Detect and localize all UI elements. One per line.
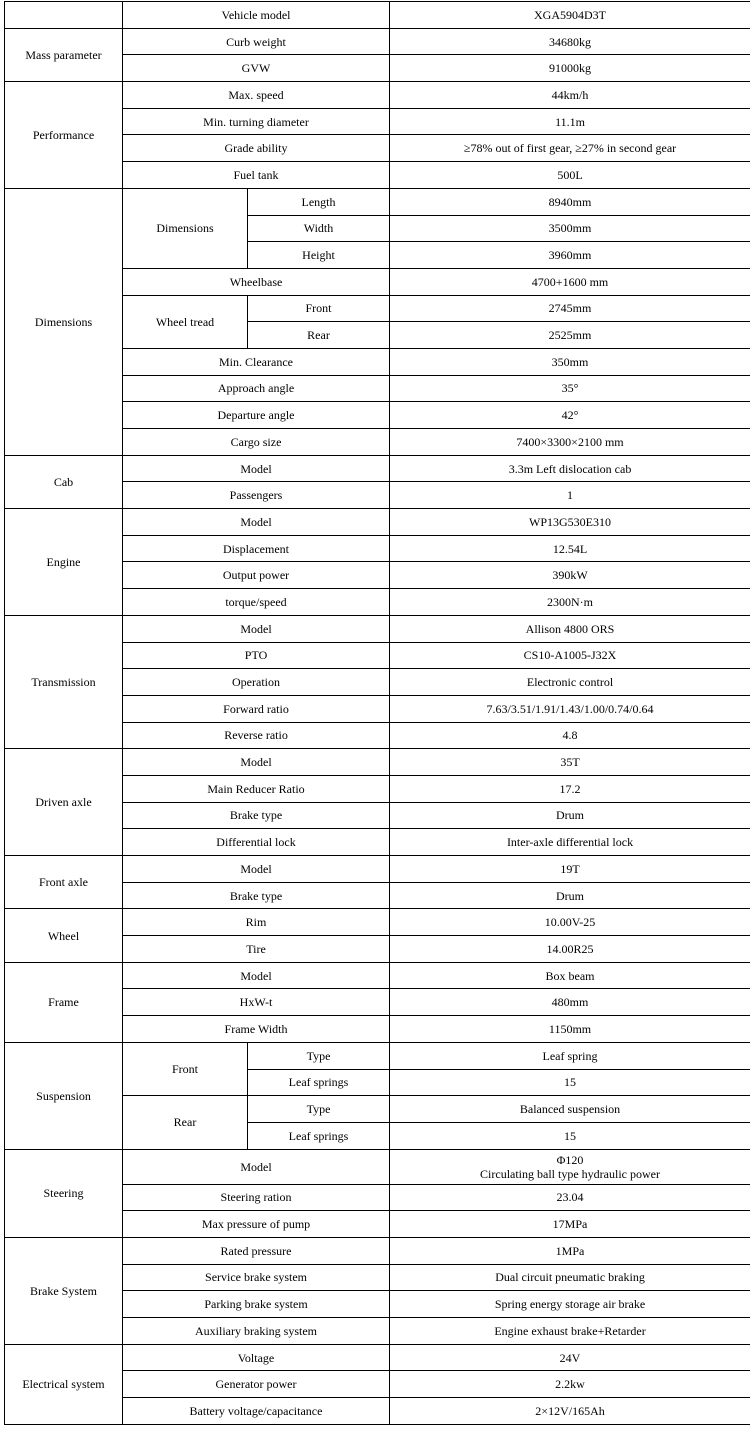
table-cell: Model xyxy=(123,455,390,482)
table-cell: Type xyxy=(248,1042,390,1069)
table-row xyxy=(5,1344,750,1371)
table-cell: Wheelbase xyxy=(123,268,390,295)
table-row xyxy=(5,509,750,536)
table-cell: 24V xyxy=(390,1344,750,1371)
table-cell: Forward ratio xyxy=(123,695,390,722)
table-cell: Cab xyxy=(5,455,123,508)
table-cell: Cargo size xyxy=(123,429,390,456)
table-cell: Tire xyxy=(123,936,390,963)
table-cell: 34680kg xyxy=(390,28,750,55)
table-cell: 23.04 xyxy=(390,1184,750,1211)
table-cell: Displacement xyxy=(123,535,390,562)
table-row xyxy=(5,962,750,989)
table-cell: 1150mm xyxy=(390,1016,750,1043)
table-cell: Passengers xyxy=(123,482,390,509)
table-cell: Min. Clearance xyxy=(123,348,390,375)
table-cell: 12.54L xyxy=(390,535,750,562)
table-cell: 44km/h xyxy=(390,82,750,109)
table-cell: 14.00R25 xyxy=(390,936,750,963)
table-cell xyxy=(5,2,123,29)
table-cell: 3500mm xyxy=(390,215,750,242)
table-cell: Model xyxy=(123,856,390,883)
table-cell: 7400×3300×2100 mm xyxy=(390,429,750,456)
table-cell: Max. speed xyxy=(123,82,390,109)
table-row xyxy=(5,2,750,29)
table-cell: 35T xyxy=(390,749,750,776)
table-row xyxy=(5,615,750,642)
table-cell: Generator power xyxy=(123,1371,390,1398)
table-cell: Drum xyxy=(390,882,750,909)
table-cell: 2745mm xyxy=(390,295,750,322)
table-cell: Width xyxy=(248,215,390,242)
table-cell: Min. turning diameter xyxy=(123,108,390,135)
table-cell: 350mm xyxy=(390,348,750,375)
table-cell: Height xyxy=(248,242,390,269)
table-row xyxy=(5,749,750,776)
table-cell: 8940mm xyxy=(390,188,750,215)
table-cell: 91000kg xyxy=(390,55,750,82)
table-cell: Model xyxy=(123,1149,390,1184)
table-cell: Electronic control xyxy=(390,669,750,696)
table-cell: Suspension xyxy=(5,1042,123,1149)
table-cell: Model xyxy=(123,509,390,536)
table-cell: 3960mm xyxy=(390,242,750,269)
table-cell: Allison 4800 ORS xyxy=(390,615,750,642)
table-cell: 35° xyxy=(390,375,750,402)
table-cell: 500L xyxy=(390,162,750,189)
table-row xyxy=(5,909,750,936)
table-cell: Differential lock xyxy=(123,829,390,856)
table-cell: 19T xyxy=(390,856,750,883)
table-cell: WP13G530E310 xyxy=(390,509,750,536)
table-cell: XGA5904D3T xyxy=(390,2,750,29)
table-cell: Box beam xyxy=(390,962,750,989)
table-cell: Model xyxy=(123,749,390,776)
table-cell: 390kW xyxy=(390,562,750,589)
table-cell: Service brake system xyxy=(123,1264,390,1291)
table-row xyxy=(5,1237,750,1264)
table-row xyxy=(5,28,750,55)
table-cell: Frame xyxy=(5,962,123,1042)
table-cell xyxy=(390,1149,750,1184)
table-cell: Steering xyxy=(5,1149,123,1237)
table-cell: 42° xyxy=(390,402,750,429)
table-cell: 2525mm xyxy=(390,322,750,349)
table-row xyxy=(5,856,750,883)
table-cell: ≥78% out of first gear, ≥27% in second gear xyxy=(390,135,750,162)
table-cell: Parking brake system xyxy=(123,1291,390,1318)
table-cell: Steering ration xyxy=(123,1184,390,1211)
table-cell: 7.63/3.51/1.91/1.43/1.00/0.74/0.64 xyxy=(390,695,750,722)
table-cell: Balanced suspension xyxy=(390,1096,750,1123)
table-cell: Performance xyxy=(5,82,123,189)
table-cell: 15 xyxy=(390,1122,750,1149)
table-cell: Dimensions xyxy=(5,188,123,455)
table-cell: Brake System xyxy=(5,1237,123,1344)
specification-table-body xyxy=(5,2,750,1425)
table-cell: Rear xyxy=(123,1096,248,1149)
table-cell: Wheel tread xyxy=(123,295,248,348)
table-cell: 2300N·m xyxy=(390,589,750,616)
table-row xyxy=(5,82,750,109)
table-cell: Mass parameter xyxy=(5,28,123,81)
table-cell: Length xyxy=(248,188,390,215)
table-cell: Wheel xyxy=(5,909,123,962)
table-cell: Drum xyxy=(390,802,750,829)
table-cell: Max pressure of pump xyxy=(123,1211,390,1238)
table-row xyxy=(5,455,750,482)
table-cell: Rated pressure xyxy=(123,1237,390,1264)
table-cell: Dual circuit pneumatic braking xyxy=(390,1264,750,1291)
table-cell: Rear xyxy=(248,322,390,349)
table-cell: Grade ability xyxy=(123,135,390,162)
table-cell: 17MPa xyxy=(390,1211,750,1238)
table-cell: 1MPa xyxy=(390,1237,750,1264)
table-cell: 10.00V-25 xyxy=(390,909,750,936)
table-cell: GVW xyxy=(123,55,390,82)
table-cell: Leaf spring xyxy=(390,1042,750,1069)
table-cell: Engine exhaust brake+Retarder xyxy=(390,1318,750,1345)
table-cell: 17.2 xyxy=(390,775,750,802)
table-row xyxy=(5,1042,750,1069)
table-cell: Electrical system xyxy=(5,1344,123,1424)
table-cell: Brake type xyxy=(123,802,390,829)
table-cell: Approach angle xyxy=(123,375,390,402)
table-cell: Driven axle xyxy=(5,749,123,856)
table-cell: Leaf springs xyxy=(248,1122,390,1149)
table-cell: CS10-A1005-J32X xyxy=(390,642,750,669)
table-cell: 4700+1600 mm xyxy=(390,268,750,295)
table-cell: Voltage xyxy=(123,1344,390,1371)
table-cell: HxW-t xyxy=(123,989,390,1016)
table-cell: 1 xyxy=(390,482,750,509)
table-cell: Dimensions xyxy=(123,188,248,268)
table-cell: Transmission xyxy=(5,615,123,748)
table-cell: Vehicle model xyxy=(123,2,390,29)
table-cell: Main Reducer Ratio xyxy=(123,775,390,802)
cell-text-line: Circulating ball type hydraulic power xyxy=(480,1166,660,1181)
table-cell: Battery voltage/capacitance xyxy=(123,1398,390,1425)
table-cell: 2.2kw xyxy=(390,1371,750,1398)
table-cell: Operation xyxy=(123,669,390,696)
table-cell: 480mm xyxy=(390,989,750,1016)
table-cell: Reverse ratio xyxy=(123,722,390,749)
table-cell: Auxiliary braking system xyxy=(123,1318,390,1345)
table-cell: Model xyxy=(123,962,390,989)
table-cell: Front axle xyxy=(5,856,123,909)
table-row xyxy=(5,188,750,215)
table-cell: Front xyxy=(248,295,390,322)
table-cell: Departure angle xyxy=(123,402,390,429)
table-cell: Rim xyxy=(123,909,390,936)
table-cell: Type xyxy=(248,1096,390,1123)
table-cell: Leaf springs xyxy=(248,1069,390,1096)
table-cell: Engine xyxy=(5,509,123,616)
table-cell: Brake type xyxy=(123,882,390,909)
table-cell: Model xyxy=(123,615,390,642)
table-cell: Frame Width xyxy=(123,1016,390,1043)
table-cell: 11.1m xyxy=(390,108,750,135)
table-cell: 3.3m Left dislocation cab xyxy=(390,455,750,482)
table-cell: Fuel tank xyxy=(123,162,390,189)
table-cell: Inter-axle differential lock xyxy=(390,829,750,856)
table-cell: torque/speed xyxy=(123,589,390,616)
table-cell: Output power xyxy=(123,562,390,589)
table-cell: 4.8 xyxy=(390,722,750,749)
table-cell: Front xyxy=(123,1042,248,1095)
specification-table xyxy=(4,1,750,1425)
table-row xyxy=(5,1149,750,1184)
table-cell: Curb weight xyxy=(123,28,390,55)
table-cell: Spring energy storage air brake xyxy=(390,1291,750,1318)
table-cell: 15 xyxy=(390,1069,750,1096)
table-cell: 2×12V/165Ah xyxy=(390,1398,750,1425)
cell-text-line: Φ120 xyxy=(556,1152,584,1167)
table-cell: PTO xyxy=(123,642,390,669)
